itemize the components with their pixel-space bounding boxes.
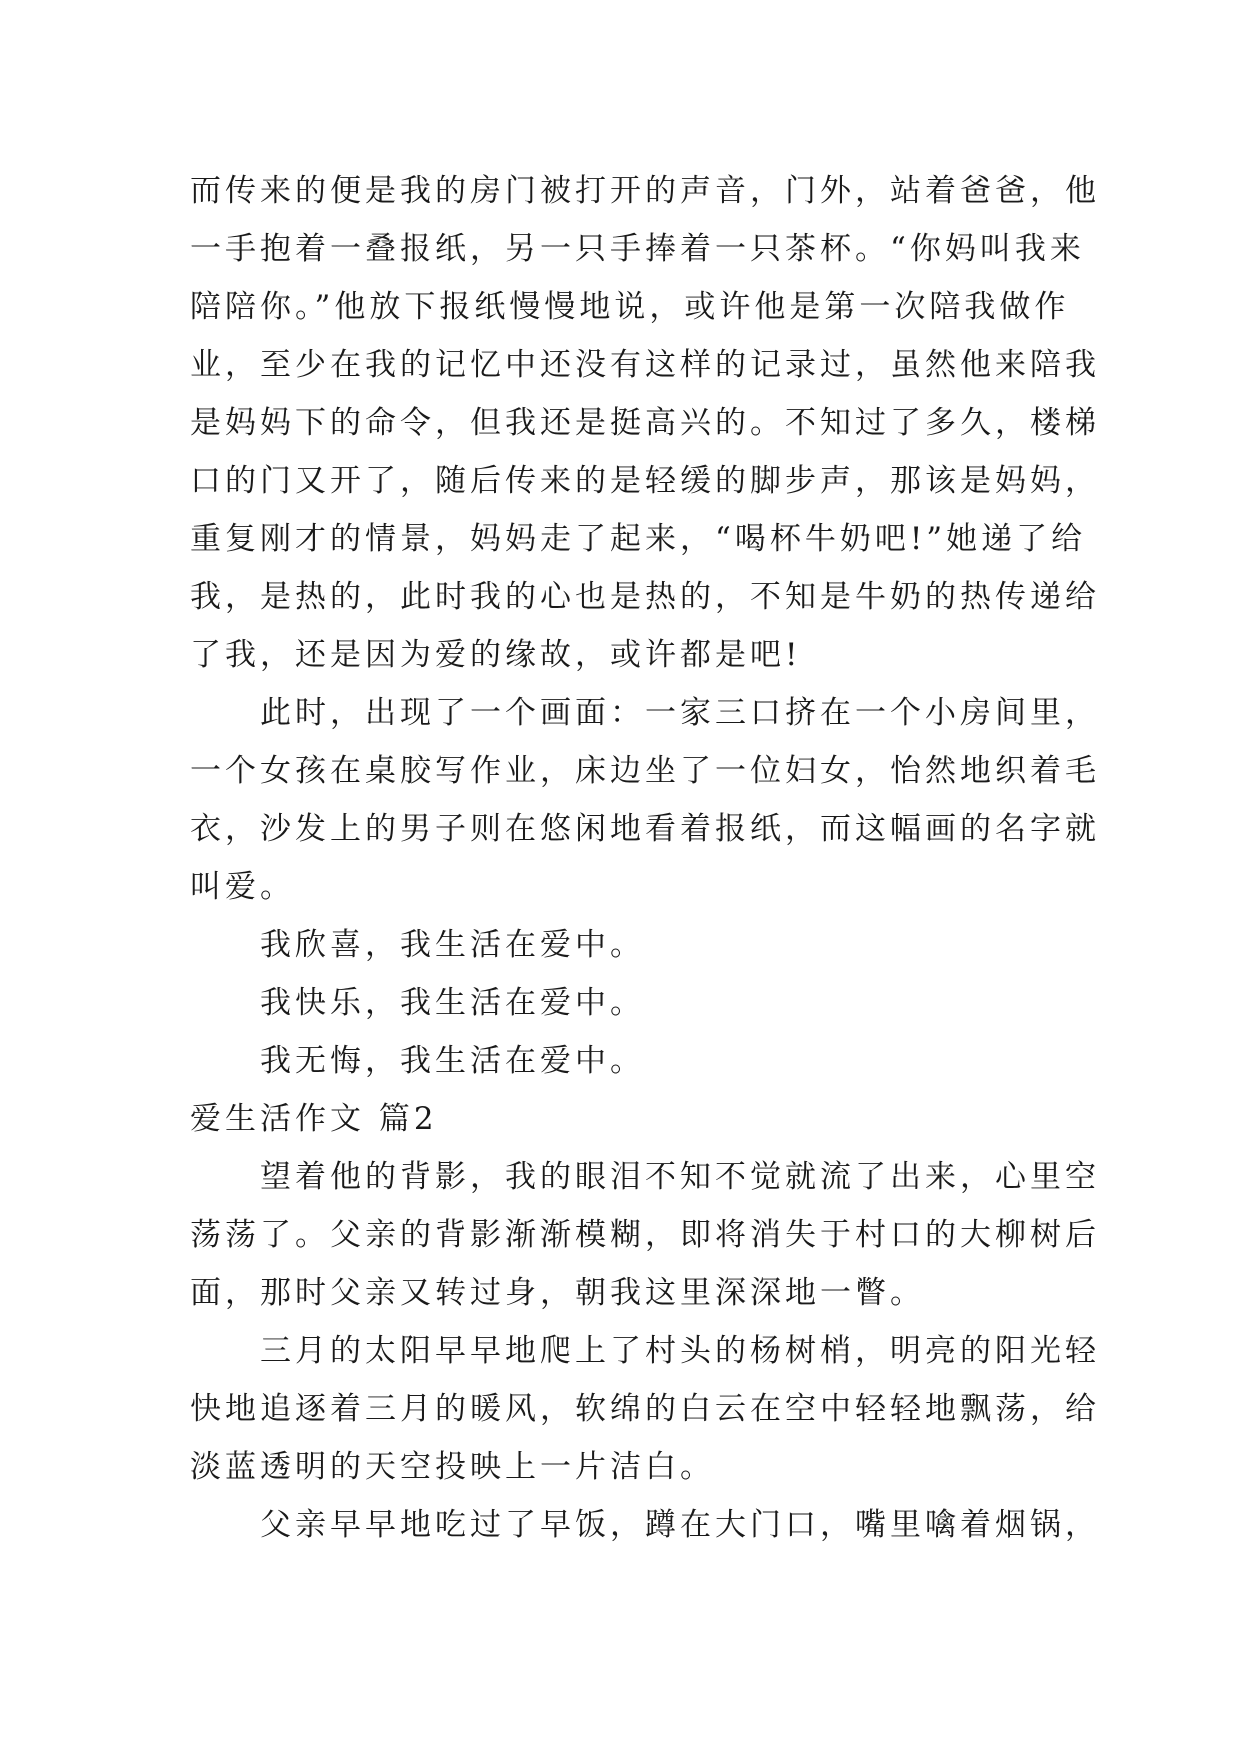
paragraph-3 [190,1148,1100,1322]
refrain [190,916,1070,1090]
text-line: 三月的太阳早早地爬上了村头的杨树梢，明亮的阳光轻 [260,1333,1100,1369]
text-line: 业，至少在我的记忆中还没有这样的记录过，虽然他来陪我 [190,347,1100,383]
text-line: 叫爱。 [190,869,295,905]
text-line: 快地追逐着三月的暖风，软绵的白云在空中轻轻地飘荡，给 [190,1391,1100,1427]
refrain-line: 我无悔，我生活在爱中。 [260,1043,645,1079]
text-line: 淡蓝透明的天空投映上一片洁白。 [190,1449,715,1485]
text-line: 口的门又开了，随后传来的是轻缓的脚步声，那该是妈妈， [190,463,1100,499]
text-line: 荡荡了。父亲的背影渐渐模糊，即将消失于村口的大柳树后 [190,1217,1100,1253]
text-line: 而传来的便是我的房门被打开的声音，门外，站着爸爸，他 [190,173,1100,209]
text-line: 陪陪你。”他放下报纸慢慢地说，或许他是第一次陪我做作 [190,289,1070,325]
paragraph-2 [190,684,1100,916]
text-line: 了我，还是因为爱的缘故，或许都是吧! [190,637,802,673]
refrain-line: 我欣喜，我生活在爱中。 [260,927,645,963]
text-line: 重复刚才的情景，妈妈走了起来，“喝杯牛奶吧!”她递了给 [190,521,1087,557]
text-line: 面，那时父亲又转过身，朝我这里深深地一瞥。 [190,1275,925,1311]
refrain-line: 我快乐，我生活在爱中。 [260,985,645,1021]
text-line: 望着他的背影，我的眼泪不知不觉就流了出来，心里空 [260,1159,1100,1195]
text-line: 父亲早早地吃过了早饭，蹲在大门口，嘴里噙着烟锅， [260,1507,1100,1543]
paragraph-4 [190,1322,1100,1496]
text-line: 一手抱着一叠报纸，另一只手捧着一只茶杯。“你妈叫我来 [190,231,1085,267]
text-line: 衣，沙发上的男子则在悠闲地看着报纸，而这幅画的名字就 [190,811,1100,847]
text-line: 一个女孩在桌胶写作业，床边坐了一位妇女，怡然地织着毛 [190,753,1100,789]
text-line: 我，是热的，此时我的心也是热的，不知是牛奶的热传递给 [190,579,1100,615]
paragraph-5 [190,1496,1100,1554]
paragraph-1 [190,162,1100,684]
section-heading: 爱生活作文 篇2 [190,1101,438,1137]
text-line: 是妈妈下的命令，但我还是挺高兴的。不知过了多久，楼梯 [190,405,1100,441]
text-line: 此时，出现了一个画面：一家三口挤在一个小房间里， [260,695,1100,731]
document-body [190,162,1100,1554]
